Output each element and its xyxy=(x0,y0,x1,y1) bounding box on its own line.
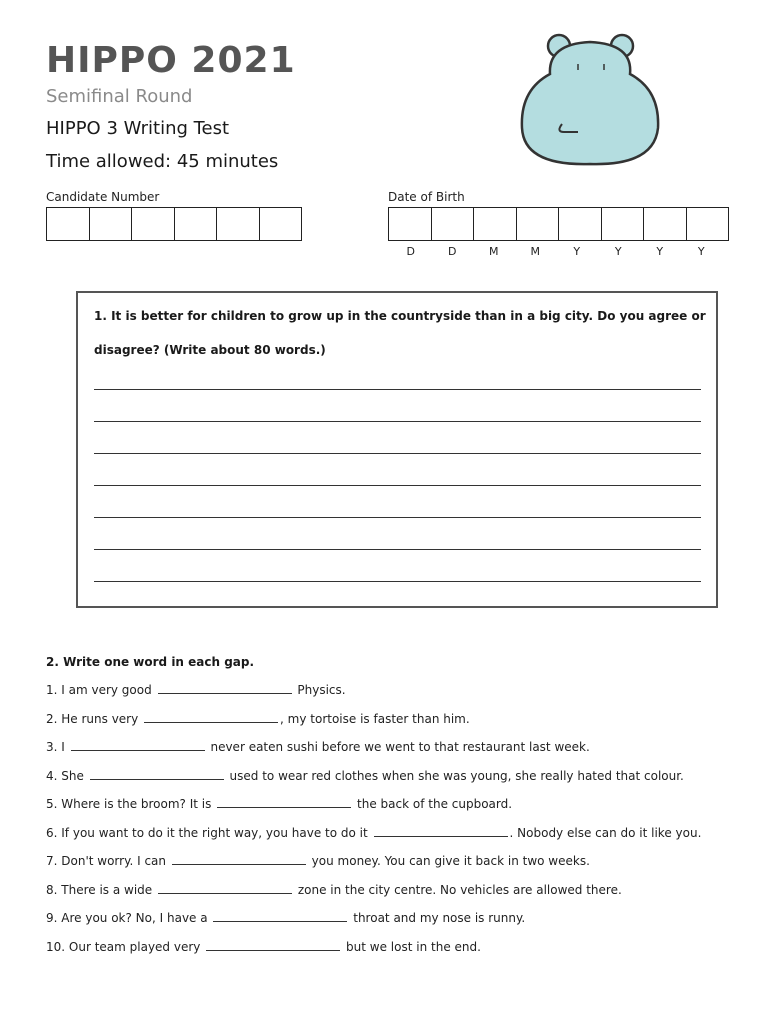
dob-letter: M xyxy=(489,245,499,258)
gap-text-after: used to wear red clothes when she was young, she really hated that colour. xyxy=(229,769,684,783)
gap-item xyxy=(46,769,684,783)
gap-blank[interactable] xyxy=(158,883,292,894)
question-2-title: 2. Write one word in each gap. xyxy=(46,655,255,669)
writing-line[interactable] xyxy=(94,549,701,550)
gap-text-after: Physics. xyxy=(297,683,346,697)
gap-blank[interactable] xyxy=(206,940,340,951)
gap-text-after: throat and my nose is runny. xyxy=(353,911,526,925)
gap-text-after: the back of the cupboard. xyxy=(357,797,513,811)
question-1-prompt-line2: disagree? (Write about 80 words.) xyxy=(94,343,326,357)
dob-digit-box[interactable] xyxy=(388,207,432,241)
test-name: HIPPO 3 Writing Test xyxy=(46,118,230,139)
gap-item xyxy=(46,740,590,754)
candidate-number-boxes[interactable] xyxy=(46,207,302,241)
gap-text-after: you money. You can give it back in two weeks. xyxy=(311,854,590,868)
dob-letter: D xyxy=(448,245,457,258)
time-allowed: Time allowed: 45 minutes xyxy=(46,151,279,172)
gap-item xyxy=(46,712,470,726)
gap-item xyxy=(46,940,481,954)
gap-text-before: 1. I am very good xyxy=(46,683,152,697)
gap-blank[interactable] xyxy=(217,797,351,808)
candidate-digit-box[interactable] xyxy=(89,207,133,241)
writing-line[interactable] xyxy=(94,421,701,422)
page-title: HIPPO 2021 xyxy=(46,40,296,81)
gap-blank[interactable] xyxy=(158,683,292,694)
gap-blank[interactable] xyxy=(144,712,278,723)
round-subtitle: Semifinal Round xyxy=(46,86,193,107)
gap-blank[interactable] xyxy=(213,911,347,922)
gap-text-before: 5. Where is the broom? It is xyxy=(46,797,212,811)
dob-letter: Y xyxy=(656,245,664,258)
question-1-prompt-line1: 1. It is better for children to grow up in the countryside than in a big city. Do you agree or xyxy=(94,309,706,323)
date-of-birth-boxes[interactable] xyxy=(388,207,729,241)
gap-item xyxy=(46,883,622,897)
gap-blank[interactable] xyxy=(374,826,508,837)
dob-letter: D xyxy=(406,245,415,258)
gap-item xyxy=(46,683,346,697)
dob-letter: M xyxy=(530,245,540,258)
dob-digit-box[interactable] xyxy=(516,207,560,241)
dob-letter: Y xyxy=(697,245,705,258)
candidate-number-label: Candidate Number xyxy=(46,190,160,204)
gap-text-before: 9. Are you ok? No, I have a xyxy=(46,911,208,925)
question-1-box xyxy=(76,291,718,608)
dob-letter: Y xyxy=(573,245,581,258)
candidate-digit-box[interactable] xyxy=(46,207,90,241)
writing-line[interactable] xyxy=(94,453,701,454)
gap-text-before: 6. If you want to do it the right way, you have to do it xyxy=(46,826,368,840)
candidate-digit-box[interactable] xyxy=(174,207,218,241)
dob-digit-box[interactable] xyxy=(431,207,475,241)
gap-item xyxy=(46,911,525,925)
dob-digit-box[interactable] xyxy=(686,207,730,241)
candidate-digit-box[interactable] xyxy=(259,207,303,241)
gap-text-after: but we lost in the end. xyxy=(346,940,481,954)
gap-text-before: 10. Our team played very xyxy=(46,940,201,954)
gap-text-after: , my tortoise is faster than him. xyxy=(280,712,470,726)
writing-line[interactable] xyxy=(94,485,701,486)
dob-digit-box[interactable] xyxy=(473,207,517,241)
gap-blank[interactable] xyxy=(71,740,205,751)
gap-blank[interactable] xyxy=(90,769,224,780)
date-of-birth-label: Date of Birth xyxy=(388,190,465,204)
gap-text-before: 8. There is a wide xyxy=(46,883,153,897)
dob-letter: Y xyxy=(614,245,622,258)
dob-digit-box[interactable] xyxy=(643,207,687,241)
candidate-digit-box[interactable] xyxy=(131,207,175,241)
writing-line[interactable] xyxy=(94,517,701,518)
gap-blank[interactable] xyxy=(172,854,306,865)
hippo-logo-icon xyxy=(518,32,664,168)
writing-line[interactable] xyxy=(94,581,701,582)
gap-text-before: 2. He runs very xyxy=(46,712,139,726)
gap-text-after: . Nobody else can do it like you. xyxy=(509,826,702,840)
dob-digit-box[interactable] xyxy=(601,207,645,241)
gap-item xyxy=(46,826,701,840)
gap-text-before: 7. Don't worry. I can xyxy=(46,854,167,868)
gap-text-before: 3. I xyxy=(46,740,65,754)
gap-text-before: 4. She xyxy=(46,769,84,783)
gap-item xyxy=(46,797,512,811)
candidate-digit-box[interactable] xyxy=(216,207,260,241)
dob-format-letters xyxy=(390,245,722,258)
gap-item xyxy=(46,854,590,868)
gap-text-after: never eaten sushi before we went to that restaurant last week. xyxy=(210,740,590,754)
gap-text-after: zone in the city centre. No vehicles are allowed there. xyxy=(297,883,622,897)
dob-digit-box[interactable] xyxy=(558,207,602,241)
writing-line[interactable] xyxy=(94,389,701,390)
